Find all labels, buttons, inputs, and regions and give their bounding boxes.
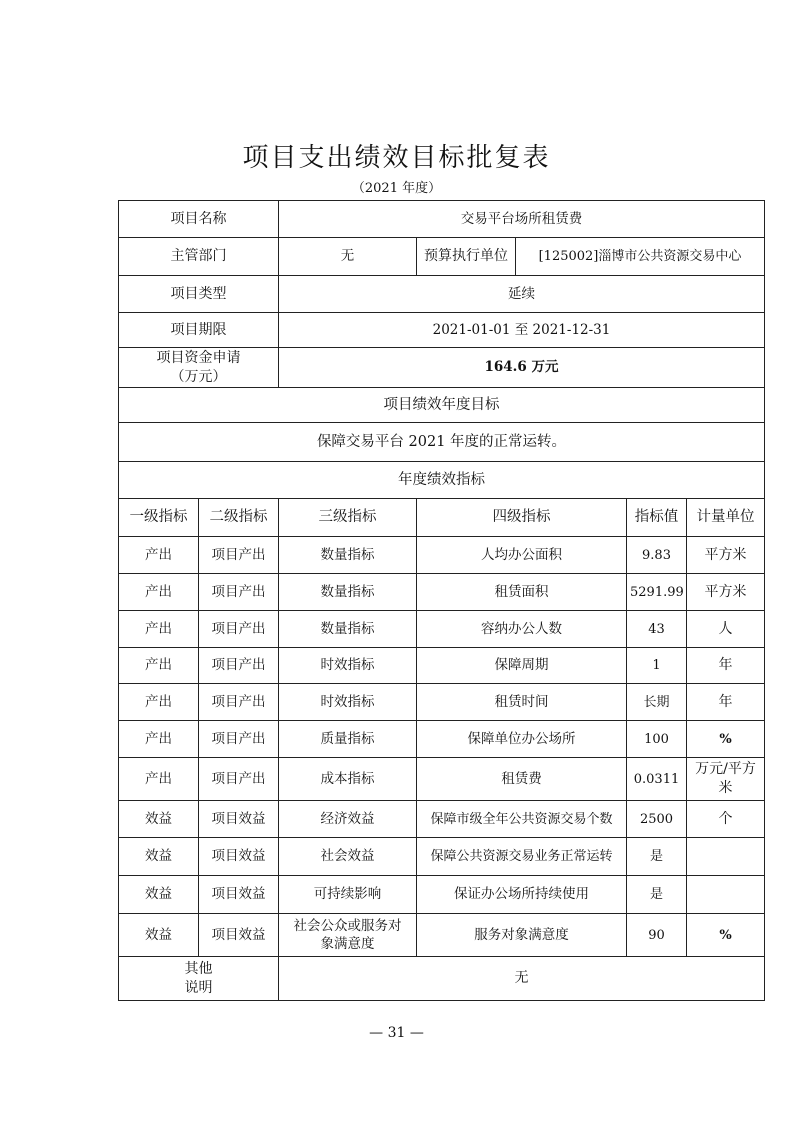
level3-cell: 时效指标	[279, 648, 417, 684]
row-indicators-header	[119, 462, 765, 499]
indicator-row	[119, 574, 765, 611]
row-department	[119, 238, 765, 276]
level3-cell: 数量指标	[279, 574, 417, 611]
level1-cell: 产出	[119, 537, 199, 574]
level4-cell: 保障周期	[417, 648, 627, 684]
row-project-type	[119, 276, 765, 313]
level3-cell: 数量指标	[279, 537, 417, 574]
level2-cell: 项目效益	[199, 876, 279, 914]
department-label: 主管部门	[119, 238, 279, 276]
level3-cell: 经济效益	[279, 801, 417, 838]
level1-cell: 效益	[119, 801, 199, 838]
indicator-row	[119, 648, 765, 684]
level1-cell: 产出	[119, 758, 199, 801]
row-period	[119, 313, 765, 348]
period-label: 项目期限	[119, 313, 279, 348]
level3-cell: 社会公众或服务对象满意度	[279, 914, 417, 957]
row-project-name	[119, 201, 765, 238]
page-title: 项目支出绩效目标批复表	[242, 143, 551, 173]
column-header: 计量单位	[687, 499, 765, 537]
level4-cell: 租赁时间	[417, 684, 627, 721]
row-funds	[119, 348, 765, 388]
level1-cell: 效益	[119, 838, 199, 876]
level2-cell: 项目产出	[199, 574, 279, 611]
other-notes-label-line-2: 说明	[184, 979, 213, 996]
level2-cell: 项目效益	[199, 801, 279, 838]
column-header: 一级指标	[119, 499, 199, 537]
level3-cell: 社会效益	[279, 838, 417, 876]
unit-cell: 万元/平方米	[687, 758, 765, 801]
row-annual-goal-text	[119, 423, 765, 462]
indicator-row	[119, 876, 765, 914]
other-notes-label-line-1: 其他	[184, 960, 213, 977]
level4-cell: 保障市级全年公共资源交易个数	[417, 801, 627, 838]
level4-cell: 服务对象满意度	[417, 914, 627, 957]
value-cell: 长期	[627, 684, 687, 721]
unit-cell: 年	[687, 648, 765, 684]
page-number: — 31 —	[369, 1025, 424, 1041]
value-cell: 9.83	[627, 537, 687, 574]
unit-cell: %	[687, 721, 765, 758]
indicator-row	[119, 801, 765, 838]
level4-cell: 租赁费	[417, 758, 627, 801]
value-cell: 2500	[627, 801, 687, 838]
performance-table	[118, 200, 765, 1001]
indicator-row	[119, 537, 765, 574]
value-cell: 0.0311	[627, 758, 687, 801]
level4-cell: 保障公共资源交易业务正常运转	[417, 838, 627, 876]
exec-unit-cell	[417, 238, 765, 276]
level4-cell: 租赁面积	[417, 574, 627, 611]
level2-cell: 项目产出	[199, 648, 279, 684]
unit-cell: 平方米	[687, 537, 765, 574]
department-value-text: 无	[340, 248, 355, 264]
unit-cell	[687, 876, 765, 914]
funds-label-line-2: （万元）	[170, 368, 227, 385]
column-header: 四级指标	[417, 499, 627, 537]
page-subtitle: （2021 年度）	[351, 181, 442, 196]
indicator-row	[119, 684, 765, 721]
value-cell: 是	[627, 838, 687, 876]
other-notes-label	[119, 957, 279, 1001]
level2-cell: 项目产出	[199, 537, 279, 574]
value-cell: 90	[627, 914, 687, 957]
row-annual-goal-header	[119, 388, 765, 423]
unit-cell: 年	[687, 684, 765, 721]
funds-value: 164.6 万元	[279, 348, 765, 388]
exec-unit-label: 预算执行单位	[417, 238, 516, 275]
level2-cell: 项目产出	[199, 611, 279, 648]
annual-goal-header: 项目绩效年度目标	[119, 388, 765, 423]
annual-goal-text: 保障交易平台 2021 年度的正常运转。	[119, 423, 765, 462]
indicator-row	[119, 758, 765, 801]
level4-cell: 容纳办公人数	[417, 611, 627, 648]
value-cell: 5291.99	[627, 574, 687, 611]
funds-label	[119, 348, 279, 388]
project-name-label: 项目名称	[119, 201, 279, 238]
level1-cell: 产出	[119, 684, 199, 721]
indicator-row	[119, 721, 765, 758]
unit-cell	[687, 838, 765, 876]
level3-cell: 成本指标	[279, 758, 417, 801]
level3-cell: 质量指标	[279, 721, 417, 758]
period-value: 2021-01-01 至 2021-12-31	[279, 313, 765, 348]
unit-cell: %	[687, 914, 765, 957]
value-cell: 是	[627, 876, 687, 914]
row-other-notes	[119, 957, 765, 1001]
column-header: 二级指标	[199, 499, 279, 537]
other-notes-value: 无	[279, 957, 765, 1001]
level4-cell: 保障单位办公场所	[417, 721, 627, 758]
department-value	[279, 238, 417, 276]
level1-cell: 产出	[119, 574, 199, 611]
level1-cell: 效益	[119, 914, 199, 957]
level3-cell: 数量指标	[279, 611, 417, 648]
unit-cell: 平方米	[687, 574, 765, 611]
indicator-row	[119, 838, 765, 876]
level2-cell: 项目效益	[199, 914, 279, 957]
level4-cell: 保证办公场所持续使用	[417, 876, 627, 914]
funds-label-line-1: 项目资金申请	[156, 349, 241, 366]
level3-cell: 时效指标	[279, 684, 417, 721]
indicator-row	[119, 914, 765, 957]
indicators-section-header: 年度绩效指标	[119, 462, 765, 499]
value-cell: 43	[627, 611, 687, 648]
indicator-row	[119, 611, 765, 648]
value-cell: 100	[627, 721, 687, 758]
unit-cell: 个	[687, 801, 765, 838]
level2-cell: 项目产出	[199, 721, 279, 758]
project-type-value: 延续	[279, 276, 765, 313]
level2-cell: 项目效益	[199, 838, 279, 876]
level1-cell: 产出	[119, 648, 199, 684]
project-name-value: 交易平台场所租赁费	[279, 201, 765, 238]
level1-cell: 效益	[119, 876, 199, 914]
level1-cell: 产出	[119, 611, 199, 648]
unit-cell: 人	[687, 611, 765, 648]
level1-cell: 产出	[119, 721, 199, 758]
exec-unit-value: [125002]淄博市公共资源交易中心	[538, 249, 742, 264]
level4-cell: 人均办公面积	[417, 537, 627, 574]
project-type-label: 项目类型	[119, 276, 279, 313]
column-header: 三级指标	[279, 499, 417, 537]
column-header: 指标值	[627, 499, 687, 537]
level2-cell: 项目产出	[199, 758, 279, 801]
indicator-column-header-row	[119, 499, 765, 537]
level2-cell: 项目产出	[199, 684, 279, 721]
level3-cell: 可持续影响	[279, 876, 417, 914]
value-cell: 1	[627, 648, 687, 684]
